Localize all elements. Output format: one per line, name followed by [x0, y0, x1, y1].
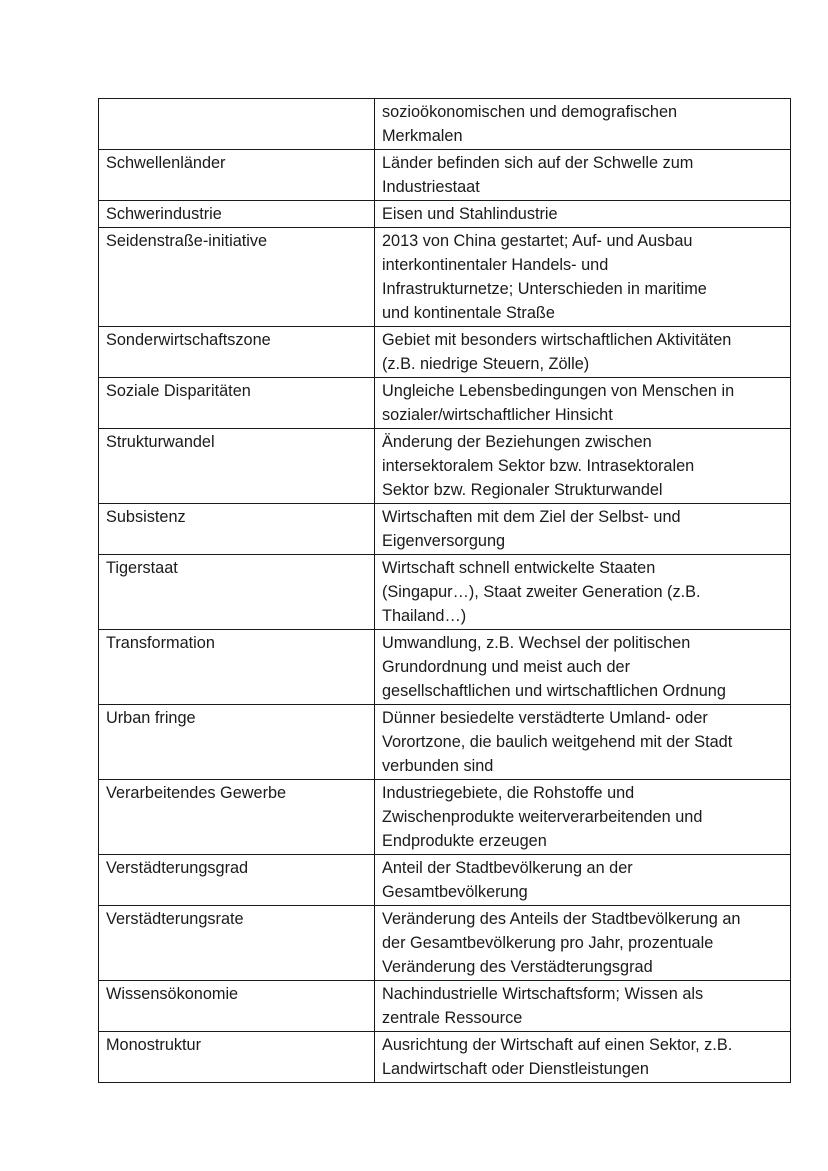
table-row: [99, 981, 791, 1032]
term-cell: Transformation: [99, 630, 375, 705]
definition-cell: Länder befinden sich auf der Schwelle zum Industriestaat: [375, 150, 791, 201]
definition-cell: Ausrichtung der Wirtschaft auf einen Sektor, z.B. Landwirtschaft oder Dienstleistungen: [375, 1032, 791, 1083]
term-cell: Tigerstaat: [99, 555, 375, 630]
term-cell: Schwellenländer: [99, 150, 375, 201]
term-cell: Sonderwirtschaftszone: [99, 327, 375, 378]
table-row: [99, 99, 791, 150]
definition-cell: Änderung der Beziehungen zwischen intersektoralem Sektor bzw. Intrasektoralen Sektor bzw. Regionaler Strukturwandel: [375, 429, 791, 504]
table-row: [99, 705, 791, 780]
definition-cell: 2013 von China gestartet; Auf- und Ausbau interkontinentaler Handels- und Infrastrukturnetze; Unterschieden in maritime und kontinentale Straße: [375, 228, 791, 327]
definition-cell: Wirtschaft schnell entwickelte Staaten (Singapur…), Staat zweiter Generation (z.B. Thailand…): [375, 555, 791, 630]
table-row: [99, 228, 791, 327]
definition-cell: sozioökonomischen und demografischen Merkmalen: [375, 99, 791, 150]
table-row: [99, 429, 791, 504]
definition-cell: Ungleiche Lebensbedingungen von Menschen in sozialer/wirtschaftlicher Hinsicht: [375, 378, 791, 429]
term-cell: Schwerindustrie: [99, 201, 375, 228]
table-row: [99, 855, 791, 906]
table-row: [99, 555, 791, 630]
term-cell: Verstädterungsgrad: [99, 855, 375, 906]
definition-cell: Anteil der Stadtbevölkerung an der Gesamtbevölkerung: [375, 855, 791, 906]
term-cell: [99, 99, 375, 150]
term-cell: Urban fringe: [99, 705, 375, 780]
term-cell: Wissensökonomie: [99, 981, 375, 1032]
term-cell: Subsistenz: [99, 504, 375, 555]
term-cell: Verstädterungsrate: [99, 906, 375, 981]
definition-cell: Wirtschaften mit dem Ziel der Selbst- und Eigenversorgung: [375, 504, 791, 555]
term-cell: Verarbeitendes Gewerbe: [99, 780, 375, 855]
table-row: [99, 780, 791, 855]
table-row: [99, 201, 791, 228]
table-row: [99, 630, 791, 705]
term-cell: Soziale Disparitäten: [99, 378, 375, 429]
term-cell: Monostruktur: [99, 1032, 375, 1083]
definition-cell: Umwandlung, z.B. Wechsel der politischen Grundordnung und meist auch der gesellschaftlichen und wirtschaftlichen Ordnung: [375, 630, 791, 705]
table-row: [99, 327, 791, 378]
definition-cell: Nachindustrielle Wirtschaftsform; Wissen als zentrale Ressource: [375, 981, 791, 1032]
table-row: [99, 378, 791, 429]
definition-cell: Eisen und Stahlindustrie: [375, 201, 791, 228]
glossary-table-body: [99, 99, 791, 1083]
definition-cell: Veränderung des Anteils der Stadtbevölkerung an der Gesamtbevölkerung pro Jahr, prozentuale Veränderung des Verstädterungsgrad: [375, 906, 791, 981]
table-row: [99, 906, 791, 981]
table-row: [99, 150, 791, 201]
definition-cell: Dünner besiedelte verstädterte Umland- oder Vorortzone, die baulich weitgehend mit der Stadt verbunden sind: [375, 705, 791, 780]
term-cell: Strukturwandel: [99, 429, 375, 504]
table-row: [99, 1032, 791, 1083]
table-row: [99, 504, 791, 555]
glossary-table: [98, 98, 791, 1083]
definition-cell: Gebiet mit besonders wirtschaftlichen Aktivitäten (z.B. niedrige Steuern, Zölle): [375, 327, 791, 378]
definition-cell: Industriegebiete, die Rohstoffe und Zwischenprodukte weiterverarbeitenden und Endprodukte erzeugen: [375, 780, 791, 855]
term-cell: Seidenstraße-initiative: [99, 228, 375, 327]
